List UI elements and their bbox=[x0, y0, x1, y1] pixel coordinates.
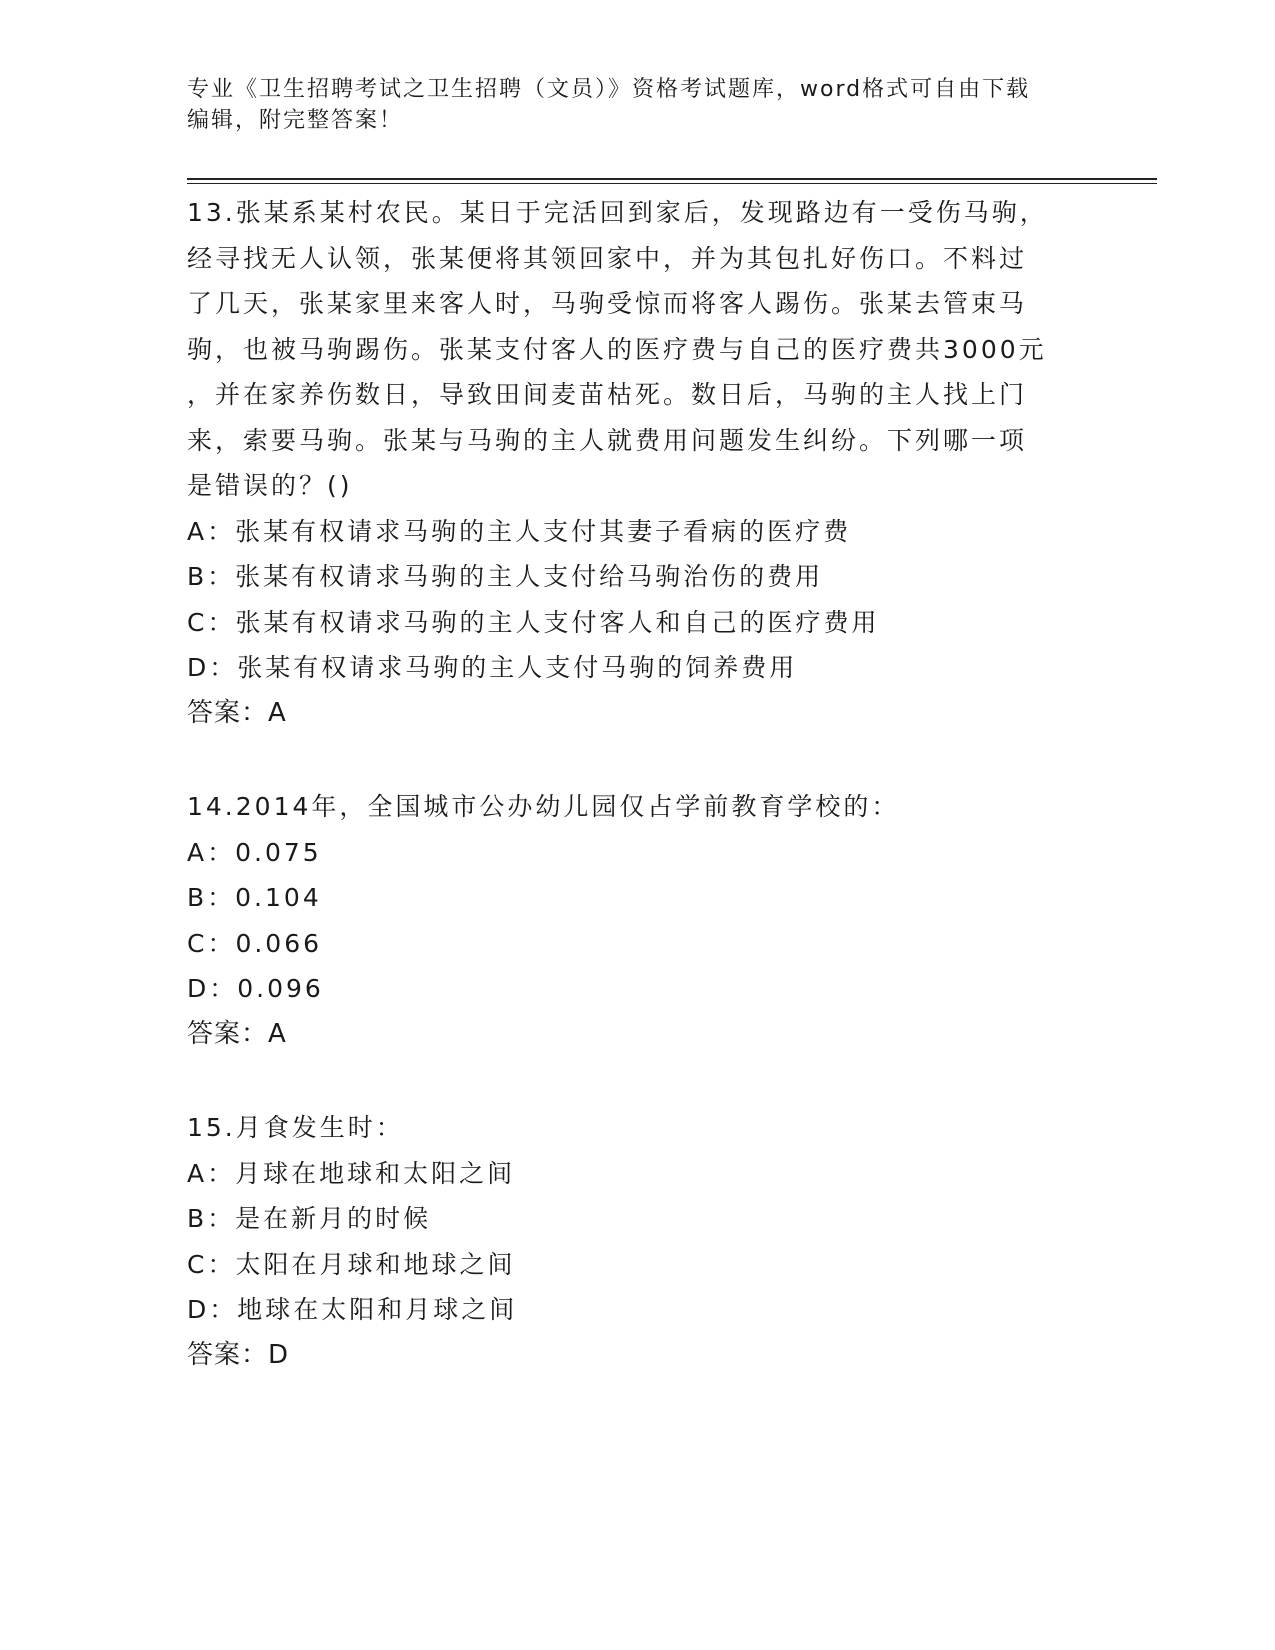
question-list bbox=[187, 190, 1087, 1378]
option-d: D：张某有权请求马驹的主人支付马驹的饲养费用 bbox=[187, 653, 798, 682]
option-a: A：张某有权请求马驹的主人支付其妻子看病的医疗费 bbox=[187, 516, 852, 546]
question-spacer bbox=[187, 1057, 1087, 1105]
header-line-2: 编辑，附完整答案！ bbox=[187, 108, 404, 133]
question-stem-line: 15.月食发生时： bbox=[187, 1113, 404, 1142]
option-b: B：张某有权请求马驹的主人支付给马驹治伤的费用 bbox=[187, 562, 824, 591]
option-a: A：0.075 bbox=[187, 837, 322, 867]
question-stem-line: 了几天，张某家里来客人时，马驹受惊而将客人踢伤。张某去管束马 bbox=[187, 289, 1028, 318]
option-c: C：0.066 bbox=[187, 928, 323, 958]
option-d: D：0.096 bbox=[187, 974, 324, 1003]
header-divider-thin bbox=[187, 183, 1157, 184]
option-b: B：是在新月的时候 bbox=[187, 1204, 432, 1233]
question-spacer bbox=[187, 736, 1087, 784]
question-stem-line: 驹，也被马驹踢伤。张某支付客人的医疗费与自己的医疗费共3000元 bbox=[187, 334, 1047, 364]
question-stem-line: 14.2014年，全国城市公办幼儿园仅占学前教育学校的： bbox=[187, 792, 900, 821]
header-divider-thick bbox=[187, 178, 1157, 180]
question-stem-line: 是错误的？() bbox=[187, 471, 353, 500]
answer-line: 答案：A bbox=[187, 1018, 287, 1049]
answer-line: 答案：A bbox=[187, 697, 287, 728]
option-c: C：太阳在月球和地球之间 bbox=[187, 1249, 516, 1279]
question-stem-line: ，并在家养伤数日，导致田间麦苗枯死。数日后，马驹的主人找上门 bbox=[187, 380, 1028, 409]
question-stem-line: 来，索要马驹。张某与马驹的主人就费用问题发生纠纷。下列哪一项 bbox=[187, 425, 1028, 455]
question-15 bbox=[187, 1105, 1087, 1378]
header-line-1: 专业《卫生招聘考试之卫生招聘（文员）》资格考试题库，word格式可自由下载 bbox=[187, 77, 1031, 102]
question-stem-line: 经寻找无人认领，张某便将其领回家中，并为其包扎好伤口。不料过 bbox=[187, 243, 1028, 273]
option-c: C：张某有权请求马驹的主人支付客人和自己的医疗费用 bbox=[187, 607, 880, 637]
question-13 bbox=[187, 190, 1087, 736]
answer-line: 答案：D bbox=[187, 1339, 290, 1370]
document-header bbox=[187, 74, 1087, 136]
option-a: A：月球在地球和太阳之间 bbox=[187, 1158, 516, 1188]
question-stem-line: 13.张某系某村农民。某日于完活回到家后，发现路边有一受伤马驹， bbox=[187, 198, 1048, 227]
option-d: D：地球在太阳和月球之间 bbox=[187, 1295, 518, 1324]
option-b: B：0.104 bbox=[187, 883, 322, 912]
question-14 bbox=[187, 784, 1087, 1057]
